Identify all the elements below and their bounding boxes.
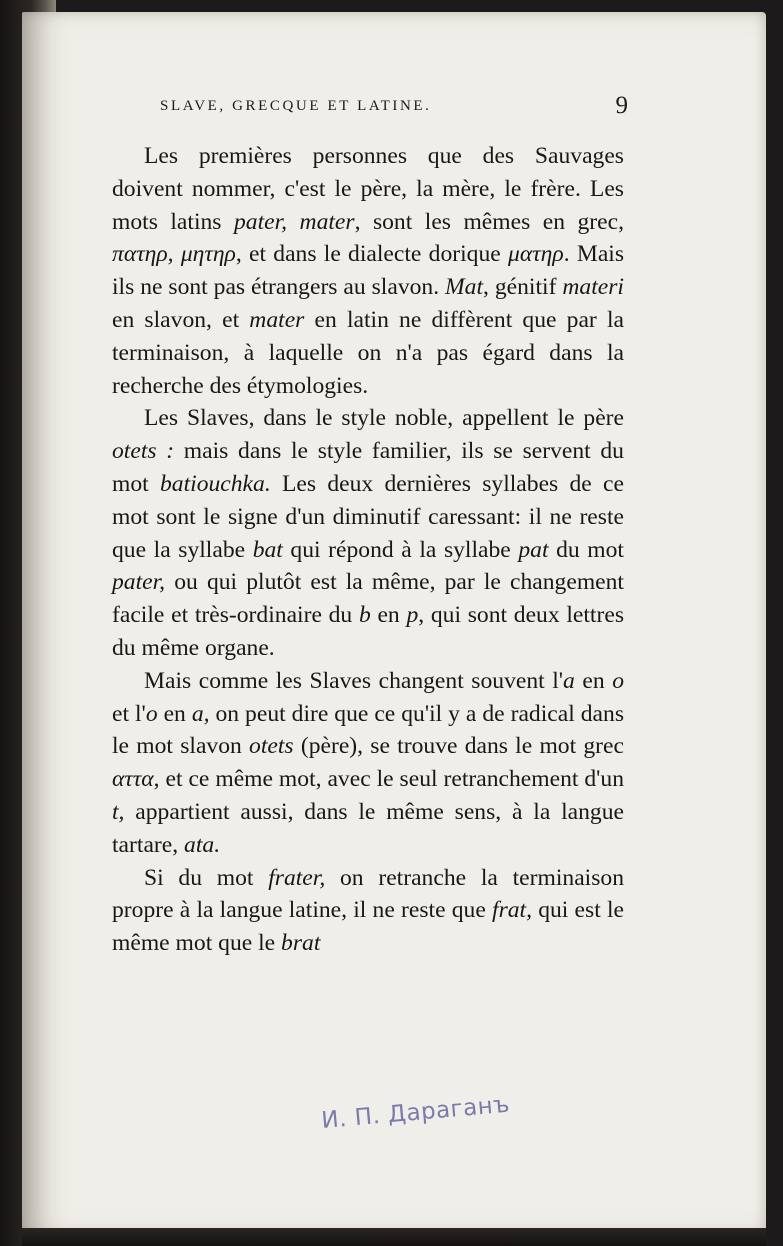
text-run: , et dans le dialecte dorique [235, 241, 508, 268]
text-run: on peut dire que ce qu'il y a de radical dans le mot slavon [112, 700, 625, 760]
text-run: , et ce même mot, avec le seul retranchement d'un [153, 766, 624, 793]
greek-word: πατηρ, μητηρ [112, 241, 236, 268]
italic-run: o [145, 700, 158, 727]
italic-run: batiouchka. [159, 470, 271, 497]
running-title: SLAVE, GRECQUE ET LATINE. [160, 97, 432, 114]
greek-word: ματηρ [507, 241, 564, 268]
italic-run: o [612, 667, 624, 694]
text-run: qui répond à la syllabe [282, 536, 519, 563]
text-run: , sont les mêmes en grec, [354, 208, 624, 235]
italic-run: brat [281, 930, 321, 957]
page-number: 9 [615, 92, 628, 119]
paragraph-1 [112, 140, 624, 402]
italic-run: t, [112, 798, 125, 825]
text-run: on retranche la terminaison propre à la langue latine, il ne reste que [112, 864, 624, 924]
text-run: appartient aussi, dans le même sens, à la langue tartare, [112, 798, 624, 858]
text-run: et l' [112, 700, 146, 727]
text-run: en slavon, et [112, 306, 250, 333]
text-run: en latin ne diffèrent que par la terminaison, à laquelle on n'a pas égard dans la recherche des étymologies. [112, 306, 624, 399]
text-run: en [157, 700, 192, 727]
text-run: , qui sont deux lettres du même organe. [112, 602, 624, 661]
text-run: , génitif [483, 274, 563, 301]
italic-run: mater [249, 306, 305, 333]
text-run: mais dans le style familier, ils se servent du mot [112, 438, 624, 497]
paragraph-2 [112, 402, 624, 664]
italic-run: bat [252, 536, 283, 563]
text-run: Les premières personnes que des Sauvages doivent nommer, c'est le père, la mère, le frère. Les mots latins [112, 143, 624, 235]
italic-run: p [406, 602, 419, 629]
italic-run: b [358, 602, 371, 629]
italic-run: frater, [268, 864, 326, 891]
page-text [112, 140, 624, 960]
italic-run: a [563, 667, 575, 694]
italic-run: pater, [112, 569, 166, 596]
italic-run: materi [562, 274, 624, 301]
text-run: du mot [548, 536, 624, 563]
italic-run: otets [249, 733, 294, 760]
text-run: ou qui plutôt est la même, par le changement facile et très-ordinaire du [112, 569, 624, 629]
italic-run: pater, mater [233, 208, 355, 235]
greek-word: αττα [112, 766, 154, 793]
text-run: en [370, 602, 407, 629]
text-run: (père), se trouve dans le mot grec [293, 733, 624, 760]
italic-run: Mat [445, 274, 484, 301]
text-run: qui est le même mot que le [112, 897, 624, 957]
italic-run: frat, [492, 897, 533, 924]
running-head [160, 86, 628, 126]
paragraph-3 [112, 665, 624, 862]
italic-run: otets : [112, 438, 175, 465]
italic-run: pat [518, 536, 549, 563]
paragraph-4 [112, 862, 624, 960]
text-run: Les Slaves, dans le style noble, appellent le père [144, 405, 624, 432]
text-run: Si du mot [144, 864, 269, 891]
italic-run: a, [191, 700, 210, 727]
page-bottom-edge [22, 1228, 766, 1246]
text-run: . Mais ils ne sont pas étrangers au slavon. [112, 241, 625, 301]
text-run: Mais comme les Slaves changent souvent l' [144, 667, 564, 694]
text-run: en [574, 667, 613, 694]
text-run: Les deux dernières syllabes de ce mot sont le signe d'un diminutif caressant: il ne reste que la syllabe [112, 470, 624, 563]
ownership-stamp: И. П. Дараганъ [320, 1091, 511, 1134]
italic-run: ata. [184, 831, 221, 858]
